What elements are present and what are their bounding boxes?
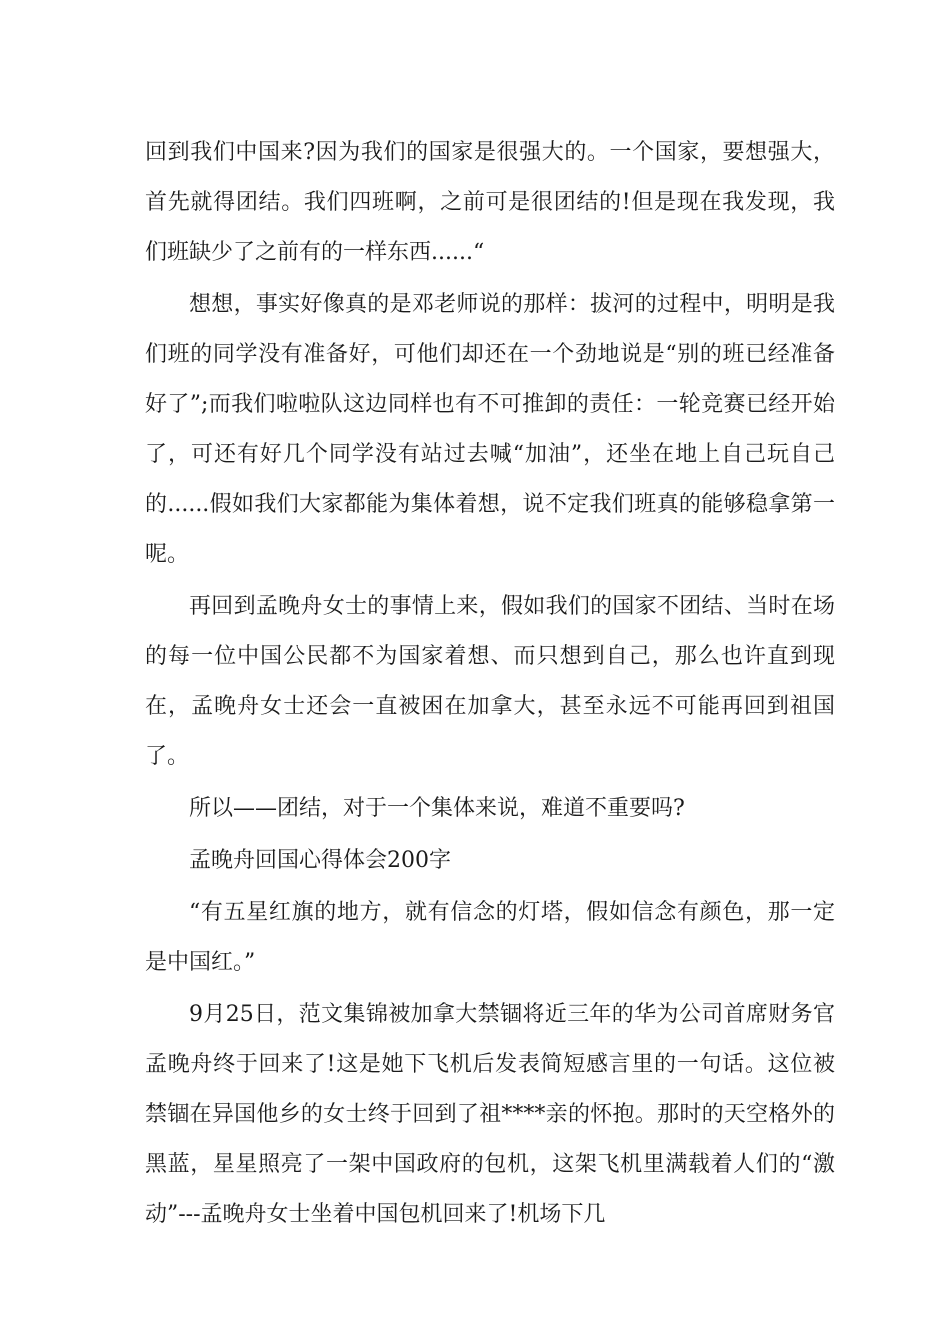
document-body bbox=[145, 128, 835, 1242]
paragraph-return: 再回到孟晚舟女士的事情上来，假如我们的国家不团结、当时在场的每一位中国公民都不为国家着想、而只想到自己，那么也许直到现在，孟晚舟女士还会一直被困在加拿大，甚至永远不可能再回到祖国了。 bbox=[145, 594, 835, 769]
paragraph-reflection: 想想，事实好像真的是邓老师说的那样：拔河的过程中，明明是我们班的同学没有准备好，可他们却还在一个劲地说是“别的班已经准备好了”;而我们啦啦队这边同样也有不可推卸的责任：一轮竞赛已经开始了，可还有好几个同学没有站过去喊“加油”，还坐在地上自己玩自己的......假如我们大家都能为集体着想，说不定我们班真的能够稳拿第一呢。 bbox=[145, 292, 835, 567]
section-heading: 孟晚舟回国心得体会200字 bbox=[189, 848, 451, 873]
paragraph-quote: “有五星红旗的地方，就有信念的灯塔，假如信念有颜色，那一定是中国红。” bbox=[145, 900, 835, 975]
paragraph-narrative: 9月25日，范文集锦被加拿大禁锢将近三年的华为公司首席财务官孟晚舟终于回来了!这是她下飞机后发表简短感言里的一句话。这位被禁锢在异国他乡的女士终于回到了祖****亲的怀抱。那时的天空格外的黑蓝，星星照亮了一架中国政府的包机，这架飞机里满载着人们的“激动”---孟晚舟女士坐着中国包机回来了!机场下几 bbox=[145, 1002, 835, 1227]
paragraph-conclusion: 所以——团结，对于一个集体来说，难道不重要吗? bbox=[189, 796, 685, 821]
paragraph-continuation: 回到我们中国来?因为我们的国家是很强大的。一个国家，要想强大，首先就得团结。我们四班啊，之前可是很团结的!但是现在我发现，我们班缺少了之前有的一样东西......“ bbox=[145, 140, 835, 265]
